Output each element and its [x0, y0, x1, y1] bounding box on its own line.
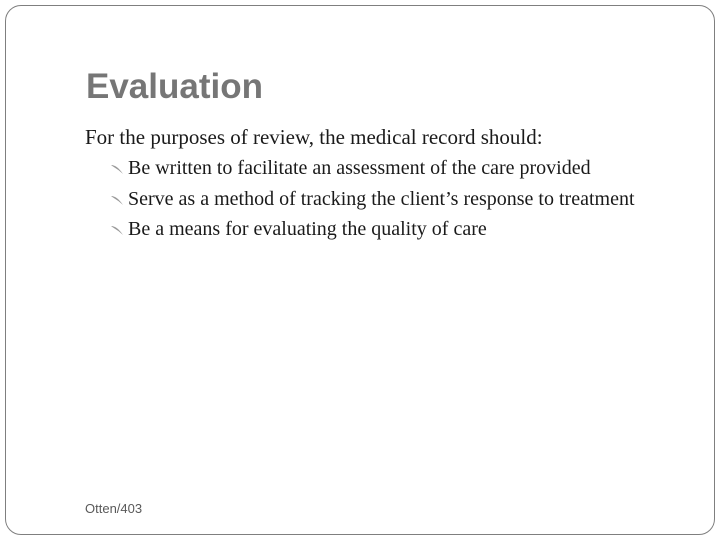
intro-text: For the purposes of review, the medical record should:: [85, 125, 543, 149]
swoosh-bullet-icon: [110, 194, 124, 206]
bullet-item: [128, 217, 668, 243]
swoosh-bullet-icon: [110, 163, 124, 175]
bullet-text: Be written to facilitate an assessment of the care provided: [128, 157, 591, 179]
footer-text: Otten/403: [85, 501, 143, 516]
bullet-item: [128, 187, 668, 213]
bullet-list: [128, 156, 668, 248]
slide-title: Evaluation: [86, 67, 263, 106]
swoosh-bullet-icon: [110, 224, 124, 236]
bullet-text: Be a means for evaluating the quality of care: [128, 218, 487, 240]
slide-frame: [5, 5, 715, 535]
bullet-item: [128, 156, 668, 182]
bullet-text: Serve as a method of tracking the client’s response to treatment: [128, 187, 635, 210]
